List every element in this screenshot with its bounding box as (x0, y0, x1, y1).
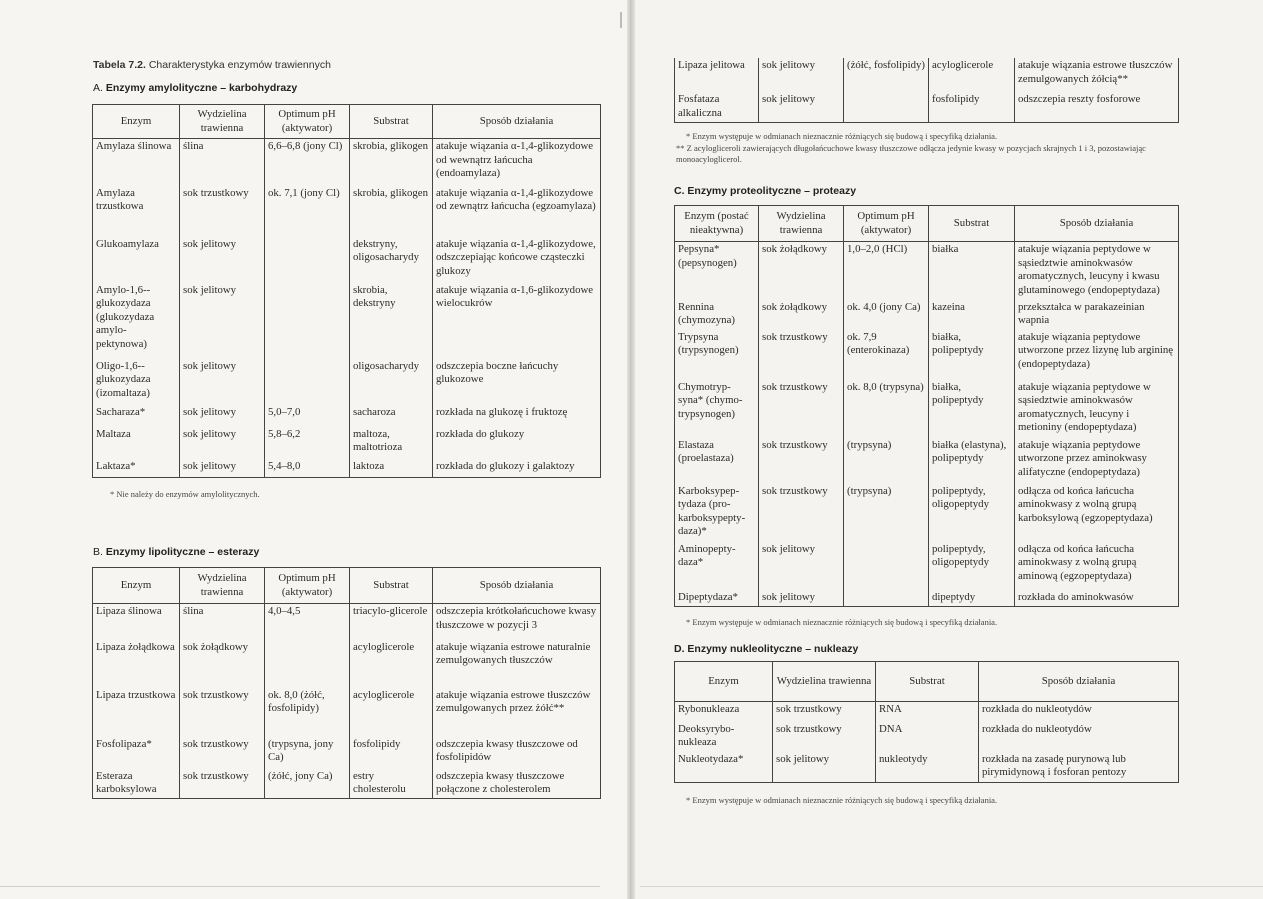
table-cell: 5,0–7,0 (265, 405, 350, 427)
column-header: Sposób działania (433, 105, 601, 139)
table-row (93, 769, 601, 799)
table-row (93, 640, 601, 688)
table-cell: Laktaza* (93, 459, 180, 478)
column-header: Wydzielina trawienna (180, 568, 265, 604)
table-cell (844, 590, 929, 607)
table-cell: Lipaza ślinowa (93, 604, 180, 640)
table-cell: estry cholesterolu (350, 769, 433, 799)
scan-mark (620, 12, 622, 28)
table-cell: sok żołądkowy (759, 300, 844, 330)
table-cell: sok jelitowy (759, 58, 844, 92)
column-header: Wydzielina trawienna (759, 206, 844, 242)
table-cell: białka, polipeptydy (929, 330, 1015, 380)
column-header: Optimum pH (aktywator) (265, 105, 350, 139)
table-row (93, 459, 601, 478)
table-cell: sok jelitowy (773, 752, 876, 783)
column-header: Optimum pH (aktywator) (844, 206, 929, 242)
column-header: Sposób działania (433, 568, 601, 604)
column-header: Substrat (876, 662, 979, 702)
table-cell: Trypsyna (trypsynogen) (675, 330, 759, 380)
table-cell (844, 92, 929, 122)
table-cell: Chymotryp-syna* (chymo-trypsynogen) (675, 380, 759, 438)
table-cell: sok jelitowy (759, 542, 844, 590)
table-cell: laktoza (350, 459, 433, 478)
table-row (93, 405, 601, 427)
table-row (675, 380, 1179, 438)
section-d-footnote: * Enzym występuje w odmianach nieznacznie różniących się budową i specyfiką działania. (686, 795, 998, 805)
table-row (675, 242, 1179, 300)
scan-edge-right (640, 886, 1263, 887)
table-row (93, 237, 601, 283)
table-cell: 5,4–8,0 (265, 459, 350, 478)
table-cell: (trypsyna) (844, 484, 929, 542)
table-cell: rozkłada na zasadę purynową lub pirymidynową i fosforan pentozy (979, 752, 1179, 783)
table-cell: sok trzustkowy (759, 484, 844, 542)
table-cell: przekształca w parakazeinian wapnia (1015, 300, 1179, 330)
table-cell: (żółć, fosfolipidy) (844, 58, 929, 92)
table-row (93, 604, 601, 640)
table-cell: skrobia, glikogen (350, 186, 433, 237)
table-cell: ok. 7,1 (jony Cl) (265, 186, 350, 237)
table-cell: Nukleotydaza* (675, 752, 773, 783)
table-row (93, 427, 601, 459)
table-cell: acyloglicerole (350, 688, 433, 737)
section-c-footnote: * Enzym występuje w odmianach nieznacznie różniących się budową i specyfiką działania. (686, 617, 998, 627)
table-cell: Amylo-1,6--glukozydaza (glukozydaza amylo-pektynowa) (93, 283, 180, 359)
table-cell: Karboksypep-tydaza (pro-karboksypepty-daza)* (675, 484, 759, 542)
table-row (93, 283, 601, 359)
table-cell: rozkłada do glukozy (433, 427, 601, 459)
table-cell: odszczepia reszty fosforowe (1015, 92, 1179, 122)
table-cell: Fosfolipaza* (93, 737, 180, 769)
table-cell: fosfolipidy (350, 737, 433, 769)
table-cell: 6,6–6,8 (jony Cl) (265, 139, 350, 186)
table-cell: acyloglicerole (350, 640, 433, 688)
proteolytic-enzymes-table (674, 205, 1179, 607)
table-row (93, 139, 601, 186)
table-cell: odłącza od końca łańcucha aminokwasy z wolną grupą aminową (egzopeptydaza) (1015, 542, 1179, 590)
table-cell: rozkłada do glukozy i galaktozy (433, 459, 601, 478)
table-cell: Amylaza ślinowa (93, 139, 180, 186)
table-row (675, 484, 1179, 542)
table-row (675, 702, 1179, 722)
table-cell: odszczepia kwasy tłuszczowe połączone z cholesterolem (433, 769, 601, 799)
table-cell: sacharoza (350, 405, 433, 427)
table-cell: maltoza, maltotrioza (350, 427, 433, 459)
column-header: Enzym (postać nieaktywna) (675, 206, 759, 242)
table-cell: oligosacharydy (350, 359, 433, 405)
table-cell (265, 640, 350, 688)
table-cell: białka, polipeptydy (929, 380, 1015, 438)
table-cell: odszczepia boczne łańcuchy glukozowe (433, 359, 601, 405)
table-cell: sok żołądkowy (759, 242, 844, 300)
table-cell: atakuje wiązania estrowe tłuszczów zemulgowanych przez żółć** (433, 688, 601, 737)
table-cell: sok jelitowy (180, 359, 265, 405)
table-row (675, 300, 1179, 330)
table-row (675, 542, 1179, 590)
table-cell: triacylo-glicerole (350, 604, 433, 640)
table-cell: acyloglicerole (929, 58, 1015, 92)
column-header: Enzym (93, 568, 180, 604)
table-cell: Sacharaza* (93, 405, 180, 427)
column-header: Substrat (350, 105, 433, 139)
table-cell: Lipaza jelitowa (675, 58, 759, 92)
table-row (93, 688, 601, 737)
table-cell: Maltaza (93, 427, 180, 459)
amylolytic-enzymes-table (92, 104, 601, 478)
table-cell (265, 283, 350, 359)
table-cell: 5,8–6,2 (265, 427, 350, 459)
section-d-title: D. Enzymy nukleolityczne – nukleazy (674, 643, 859, 655)
book-gutter (627, 0, 635, 899)
table-cell: sok jelitowy (180, 427, 265, 459)
table-cell: sok jelitowy (180, 459, 265, 478)
table-cell: (trypsyna, jony Ca) (265, 737, 350, 769)
table-cell: Lipaza trzustkowa (93, 688, 180, 737)
table-cell: skrobia, dekstryny (350, 283, 433, 359)
table-cell: ok. 7,9 (enterokinaza) (844, 330, 929, 380)
table-cell: RNA (876, 702, 979, 722)
section-b-footnote-2: ** Z acylogliceroli zawierających długołańcuchowe kwasy tłuszczowe odłącza jedynie kwasy w pozycjach skrajnych 1 i 3, pozostawiając monoacyloglicerol. (676, 143, 1146, 164)
table-title-prefix: Tabela 7.2. (93, 59, 146, 71)
table-cell: Elastaza (proelastaza) (675, 438, 759, 484)
table-cell: atakuje wiązania peptydowe w sąsiedztwie aminokwasów aromatycznych, leucyny i kwasu glutaminowego (endopeptydaza) (1015, 242, 1179, 300)
table-cell: odłącza od końca łańcucha aminokwasy z wolną grupą karboksylową (egzopeptydaza) (1015, 484, 1179, 542)
table-cell: ok. 4,0 (jony Ca) (844, 300, 929, 330)
table-cell: sok trzustkowy (180, 688, 265, 737)
table-cell: sok trzustkowy (773, 722, 876, 752)
table-cell: Deoksyrybo-nukleaza (675, 722, 773, 752)
table-cell: sok trzustkowy (180, 769, 265, 799)
table-cell: sok trzustkowy (180, 186, 265, 237)
table-cell: sok trzustkowy (180, 737, 265, 769)
table-cell: sok jelitowy (759, 92, 844, 122)
table-cell: rozkłada do nukleotydów (979, 722, 1179, 752)
table-cell: atakuje wiązania peptydowe utworzone przez lizynę lub argininę (endopeptydaza) (1015, 330, 1179, 380)
table-cell: sok jelitowy (759, 590, 844, 607)
table-row (93, 359, 601, 405)
lipolytic-enzymes-table (92, 567, 601, 799)
table-row (675, 722, 1179, 752)
section-a-title: A. Enzymy amylolityczne – karbohydrazy (93, 82, 298, 94)
table-cell: Rennina (chymozyna) (675, 300, 759, 330)
table-cell: atakuje wiązania estrowe tłuszczów zemulgowanych żółcią** (1015, 58, 1179, 92)
column-header: Enzym (93, 105, 180, 139)
table-row (675, 58, 1179, 92)
table-cell: 4,0–4,5 (265, 604, 350, 640)
table-cell: Oligo-1,6--glukozydaza (izomaltaza) (93, 359, 180, 405)
table-cell: DNA (876, 722, 979, 752)
table-cell: rozkłada do nukleotydów (979, 702, 1179, 722)
table-cell: sok żołądkowy (180, 640, 265, 688)
table-row (675, 590, 1179, 607)
column-header: Substrat (350, 568, 433, 604)
table-row (93, 737, 601, 769)
column-header: Sposób działania (979, 662, 1179, 702)
table-cell: ślina (180, 604, 265, 640)
section-a-footnote: * Nie należy do enzymów amylolitycznych. (110, 489, 260, 499)
table-cell: fosfolipidy (929, 92, 1015, 122)
table-cell (265, 359, 350, 405)
table-cell: (żółć, jony Ca) (265, 769, 350, 799)
nucleolytic-enzymes-table (674, 661, 1179, 783)
table-cell: sok trzustkowy (759, 380, 844, 438)
table-cell: atakuje wiązania peptydowe w sąsiedztwie aminokwasów aromatycznych, leucyny i metioniny (endopeptydaza) (1015, 380, 1179, 438)
column-header: Optimum pH (aktywator) (265, 568, 350, 604)
table-cell: sok jelitowy (180, 283, 265, 359)
table-cell: Esteraza karboksylowa (93, 769, 180, 799)
table-cell: Lipaza żołądkowa (93, 640, 180, 688)
table-cell: odszczepia kwasy tłuszczowe od fosfolipidów (433, 737, 601, 769)
table-cell: sok trzustkowy (773, 702, 876, 722)
table-cell: białka (elastyna), polipeptydy (929, 438, 1015, 484)
table-cell: atakuje wiązania α-1,4-glikozydowe od zewnątrz łańcucha (egzoamylaza) (433, 186, 601, 237)
table-cell: ślina (180, 139, 265, 186)
table-cell (844, 542, 929, 590)
table-cell: rozkłada na glukozę i fruktozę (433, 405, 601, 427)
table-cell (265, 237, 350, 283)
column-header: Enzym (675, 662, 773, 702)
table-row (93, 186, 601, 237)
table-cell: atakuje wiązania α-1,4-glikozydowe, odszczepiając końcowe cząsteczki glukozy (433, 237, 601, 283)
table-cell: Dipeptydaza* (675, 590, 759, 607)
table-cell: sok trzustkowy (759, 438, 844, 484)
table-cell: Fosfataza alkaliczna (675, 92, 759, 122)
table-cell: Rybonukleaza (675, 702, 773, 722)
table-cell: atakuje wiązania α-1,4-glikozydowe od wewnątrz łańcucha (endoamylaza) (433, 139, 601, 186)
table-cell: kazeina (929, 300, 1015, 330)
table-title (93, 59, 331, 71)
table-row (675, 92, 1179, 122)
table-cell: dipeptydy (929, 590, 1015, 607)
table-cell: sok trzustkowy (759, 330, 844, 380)
column-header: Wydzielina trawienna (180, 105, 265, 139)
column-header: Sposób działania (1015, 206, 1179, 242)
table-cell: ok. 8,0 (żółć, fosfolipidy) (265, 688, 350, 737)
table-cell: Aminopepty-daza* (675, 542, 759, 590)
table-cell: atakuje wiązania α-1,6-glikozydowe wielocukrów (433, 283, 601, 359)
table-cell: (trypsyna) (844, 438, 929, 484)
table-cell: 1,0–2,0 (HCl) (844, 242, 929, 300)
section-c-title: C. Enzymy proteolityczne – proteazy (674, 185, 857, 197)
table-row (675, 752, 1179, 783)
table-cell: skrobia, glikogen (350, 139, 433, 186)
lipolytic-enzymes-table-continued (674, 58, 1179, 123)
scan-edge (0, 886, 600, 887)
table-cell: białka (929, 242, 1015, 300)
table-cell: polipeptydy, oligopeptydy (929, 484, 1015, 542)
column-header: Substrat (929, 206, 1015, 242)
table-cell: Pepsyna* (pepsynogen) (675, 242, 759, 300)
table-cell: Glukoamylaza (93, 237, 180, 283)
table-cell: atakuje wiązania estrowe naturalnie zemulgowanych tłuszczów (433, 640, 601, 688)
table-row (675, 438, 1179, 484)
table-row (675, 330, 1179, 380)
table-cell: odszczepia krótkołańcuchowe kwasy tłuszczowe w pozycji 3 (433, 604, 601, 640)
section-b-footnote-1: * Enzym występuje w odmianach nieznacznie różniących się budową i specyfiką działania. (686, 131, 998, 141)
table-title-text: Charakterystyka enzymów trawiennych (148, 59, 331, 71)
table-cell: Amylaza trzustkowa (93, 186, 180, 237)
table-cell: rozkłada do aminokwasów (1015, 590, 1179, 607)
column-header: Wydzielina trawienna (773, 662, 876, 702)
table-cell: sok jelitowy (180, 237, 265, 283)
section-b-title: B. Enzymy lipolityczne – esterazy (93, 546, 260, 558)
table-cell: nukleotydy (876, 752, 979, 783)
table-cell: sok jelitowy (180, 405, 265, 427)
table-cell: atakuje wiązania peptydowe utworzone przez aminokwasy alifatyczne (endopeptydaza) (1015, 438, 1179, 484)
table-cell: polipeptydy, oligopeptydy (929, 542, 1015, 590)
table-cell: ok. 8,0 (trypsyna) (844, 380, 929, 438)
table-cell: dekstryny, oligosacharydy (350, 237, 433, 283)
